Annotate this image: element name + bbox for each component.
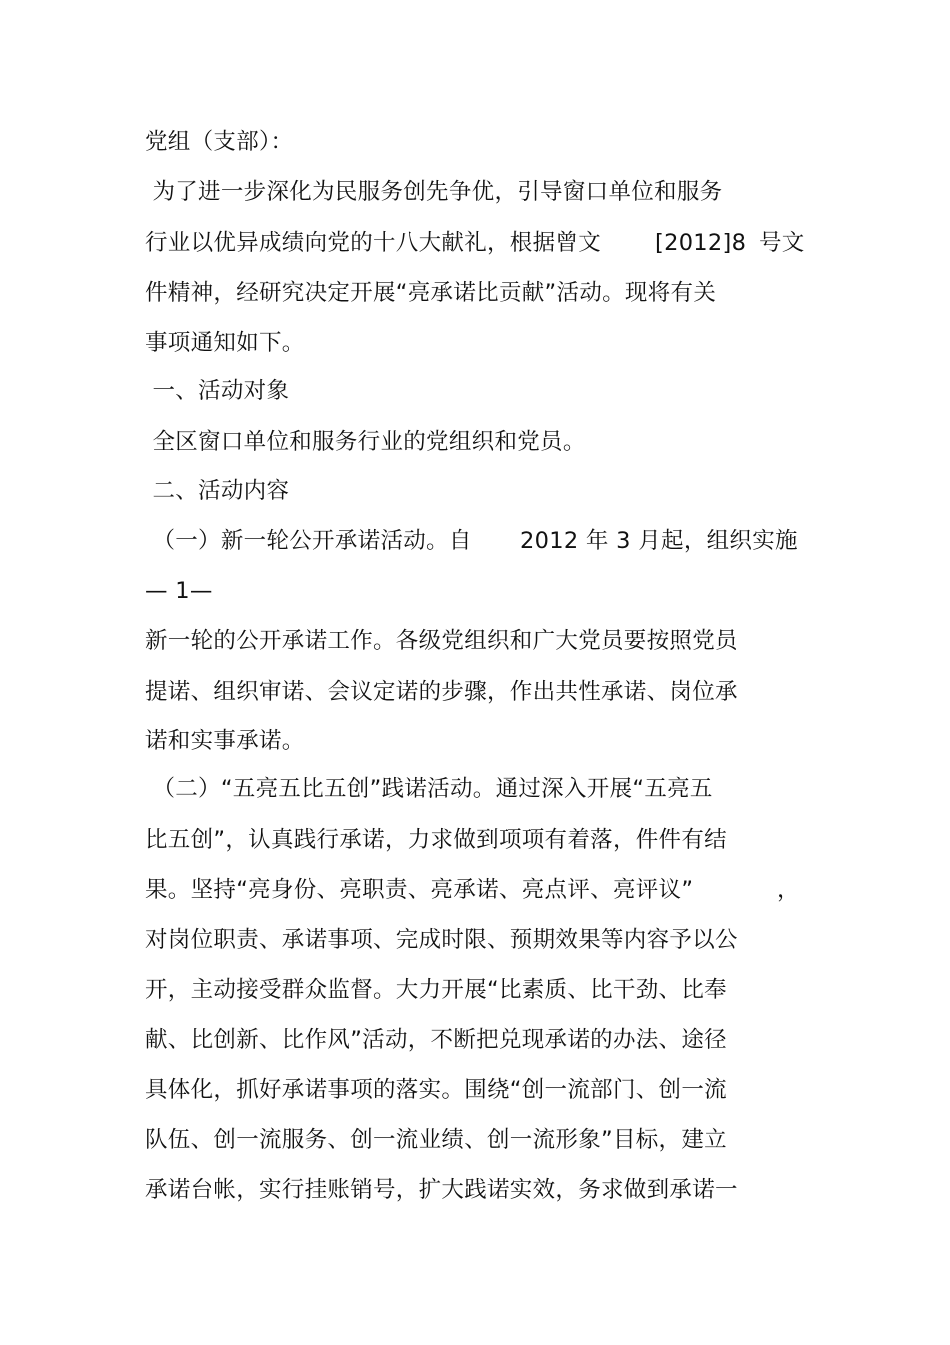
body-line-text: 行业以优异成绩向党的十八大献礼，根据曾文: [145, 230, 602, 256]
body-line: 献、比创新、比作风”活动，不断把兑现承诺的办法、途径: [145, 1027, 727, 1053]
page-number: — 1—: [145, 578, 213, 604]
body-line: 具体化，抓好承诺事项的落实。围绕“创一流部门、创一流: [145, 1077, 727, 1103]
document-number-suffix: 号文: [759, 230, 805, 256]
document-number: [2012]8: [655, 230, 747, 256]
body-line-text: （一）新一轮公开承诺活动。自: [145, 528, 472, 554]
salutation-line: 党组（支部）：: [145, 129, 294, 155]
body-line: 对岗位职责、承诺事项、完成时限、预期效果等内容予以公: [145, 927, 738, 953]
body-line: 全区窗口单位和服务行业的党组织和党员。: [145, 429, 586, 455]
body-line: 事项通知如下。: [145, 330, 305, 356]
body-line: 诺和实事承诺。: [145, 728, 305, 754]
body-line: 新一轮的公开承诺工作。各级党组织和广大党员要按照党员: [145, 628, 738, 654]
body-line: 为了进一步深化为民服务创先争优，引导窗口单位和服务: [145, 179, 723, 205]
body-line: 件精神，经研究决定开展“亮承诺比贡献”活动。现将有关: [145, 280, 717, 306]
section-heading: 一、活动对象: [145, 378, 290, 404]
section-heading: 二、活动内容: [145, 478, 290, 504]
date-text: 2012 年 3 月起，组织实施: [520, 528, 798, 554]
trailing-comma: ，: [777, 877, 800, 903]
body-line: 比五创”，认真践行承诺，力求做到项项有着落，件件有结: [145, 827, 727, 853]
body-line: 开，主动接受群众监督。大力开展“比素质、比干劲、比奉: [145, 977, 727, 1003]
body-line-text: 果。坚持“亮身份、亮职责、亮承诺、亮点评、亮评议”: [145, 877, 694, 903]
body-line: （二）“五亮五比五创”践诺活动。通过深入开展“五亮五: [145, 776, 713, 802]
body-line: 承诺台帐，实行挂账销号，扩大践诺实效，务求做到承诺一: [145, 1177, 738, 1203]
body-line: 提诺、组织审诺、会议定诺的步骤，作出共性承诺、岗位承: [145, 679, 738, 705]
body-line: 队伍、创一流服务、创一流业绩、创一流形象”目标，建立: [145, 1127, 727, 1153]
